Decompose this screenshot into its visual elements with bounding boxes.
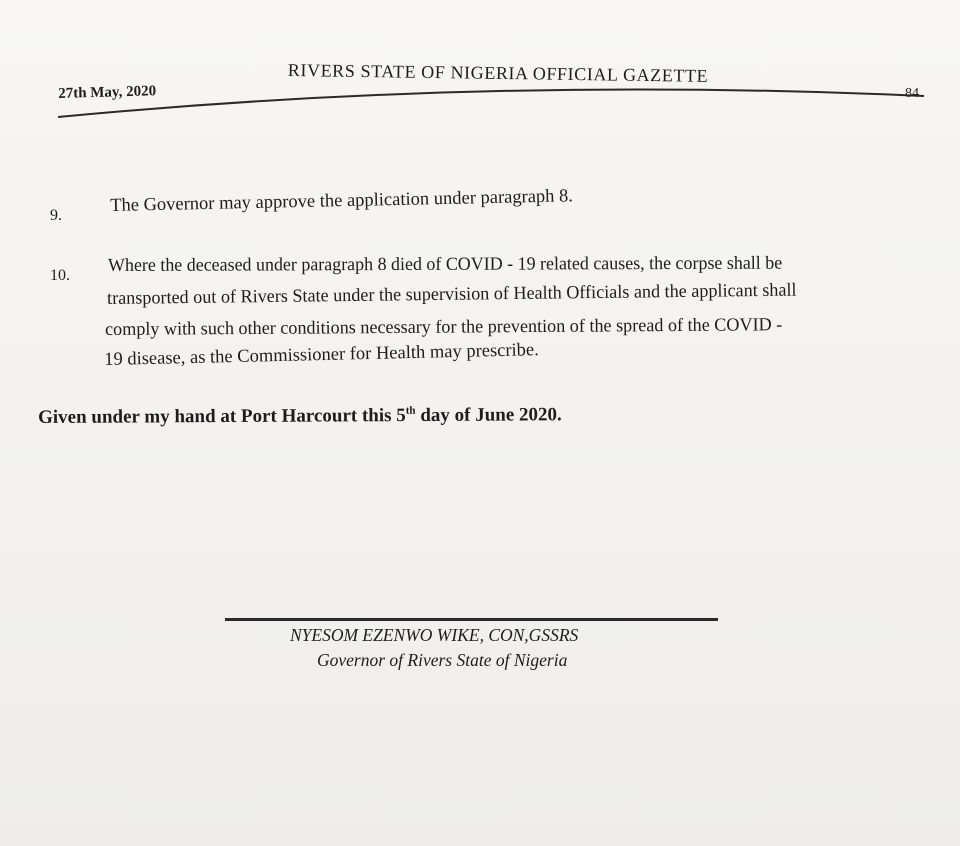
given-under-hand-line: [38, 404, 562, 429]
signature-rule: [225, 618, 718, 621]
paragraph-10-number: 10.: [50, 267, 70, 284]
paragraph-10-line: comply with such other conditions necessary for the prevention of the spread of the COVID -: [105, 315, 783, 340]
header-rule: [58, 0, 928, 130]
given-text: Given under my hand at Port Harcourt this 5: [38, 405, 406, 428]
gazette-title: RIVERS STATE OF NIGERIA OFFICIAL GAZETTE: [287, 60, 709, 86]
signatory-name: NYESOM EZENWO WIKE, CON,GSSRS: [290, 625, 579, 645]
paragraph-9-line: The Governor may approve the application under paragraph 8.: [110, 186, 574, 216]
given-superscript: th: [405, 404, 416, 417]
paragraph-9-number: 9.: [50, 207, 62, 224]
gazette-date: 27th May, 2020: [58, 83, 157, 102]
paragraph-10-line: Where the deceased under paragraph 8 died of COVID - 19 related causes, the corpse shall be: [108, 253, 783, 276]
given-text-end: day of June 2020.: [415, 404, 562, 427]
page-number: 84: [905, 86, 919, 101]
paragraph-10-line: 19 disease, as the Commissioner for Health may prescribe.: [104, 340, 539, 370]
paragraph-10-line: transported out of Rivers State under the supervision of Health Officials and the applicant shall: [107, 280, 797, 309]
signatory-title: Governor of Rivers State of Nigeria: [317, 650, 568, 670]
